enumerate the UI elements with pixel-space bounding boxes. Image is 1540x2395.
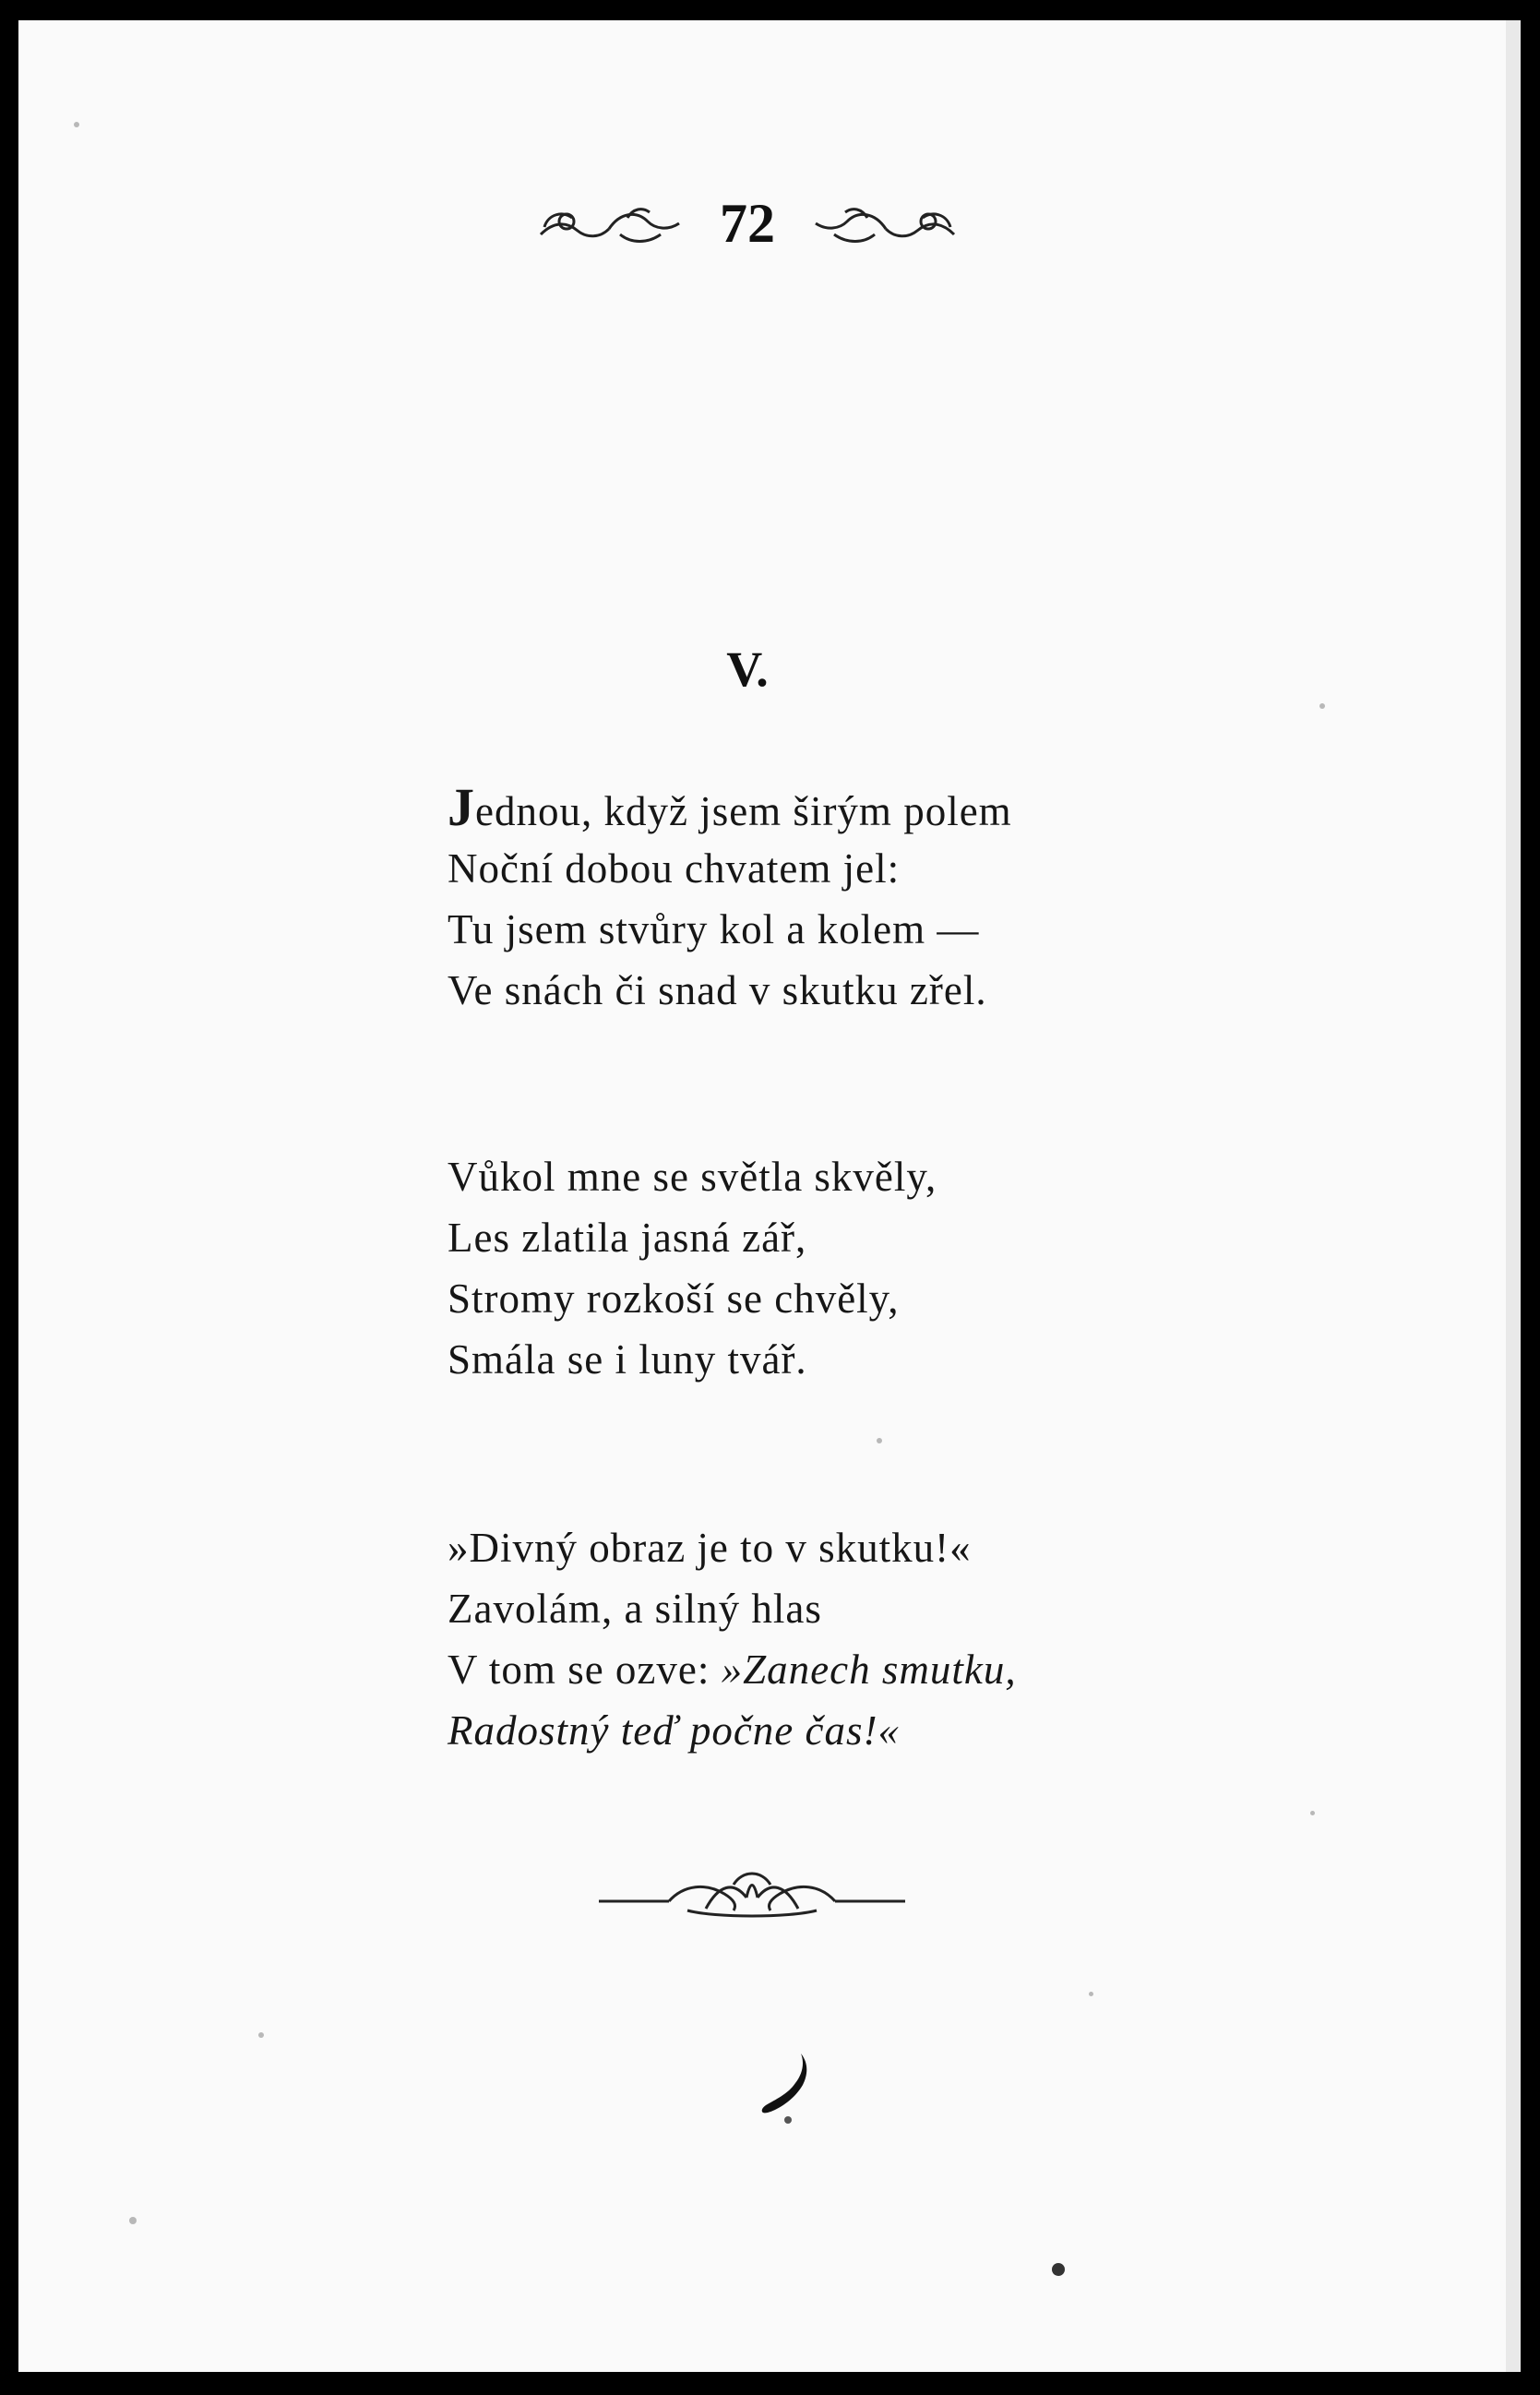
book-page — [18, 20, 1506, 2372]
paper-speck — [1052, 2263, 1065, 2276]
paper-speck — [1310, 1811, 1315, 1815]
poem-line-11 — [448, 1639, 1186, 1700]
ornament-left-icon — [535, 194, 683, 249]
stanza-1 — [448, 777, 1186, 1021]
poem-line-9: »Divný obraz je to v skutku!« — [448, 1525, 972, 1571]
drop-initial: J — [448, 777, 475, 837]
stanza-2 — [448, 1146, 1186, 1390]
poem-line-12: Radostný teď počne čas!« — [448, 1707, 900, 1754]
paper-speck — [129, 2217, 137, 2224]
poem-line-5: Vůkol mne se světla skvěly, — [448, 1154, 937, 1200]
poem-line-10: Zavolám, a silný hlas — [448, 1586, 822, 1632]
paper-speck — [1319, 703, 1325, 709]
poem-line-6: Les zlatila jasná zář, — [448, 1215, 807, 1261]
page-edge — [1506, 20, 1521, 2372]
ornament-right-icon — [812, 194, 960, 249]
section-numeral: V. — [726, 641, 769, 697]
poem-line-11-italic: »Zanech smutku, — [721, 1647, 1017, 1693]
page-header — [535, 175, 960, 268]
poem-line-1: Jednou, když jsem širým polem — [448, 777, 1012, 837]
poem-line-2: Noční dobou chvatem jel: — [448, 845, 901, 892]
page-number: 72 — [720, 193, 775, 254]
paper-speck — [877, 1438, 882, 1443]
poem-line-3: Tu jsem stvůry kol a kolem — — [448, 906, 980, 952]
poem-line-8: Smála se i luny tvář. — [448, 1336, 807, 1383]
ink-blot-icon — [747, 2046, 830, 2129]
paper-speck — [74, 122, 79, 127]
poem-line-7: Stromy rozkoší se chvěly, — [448, 1275, 900, 1322]
paper-speck — [1089, 1992, 1093, 1996]
stanza-3 — [448, 1517, 1186, 1761]
poem-line-4: Ve snách či snad v skutku zřel. — [448, 967, 987, 1013]
paper-speck — [258, 2032, 264, 2038]
poem-line-11-roman: V tom se ozve: — [448, 1647, 722, 1693]
tailpiece-ornament-icon — [595, 1857, 909, 1940]
